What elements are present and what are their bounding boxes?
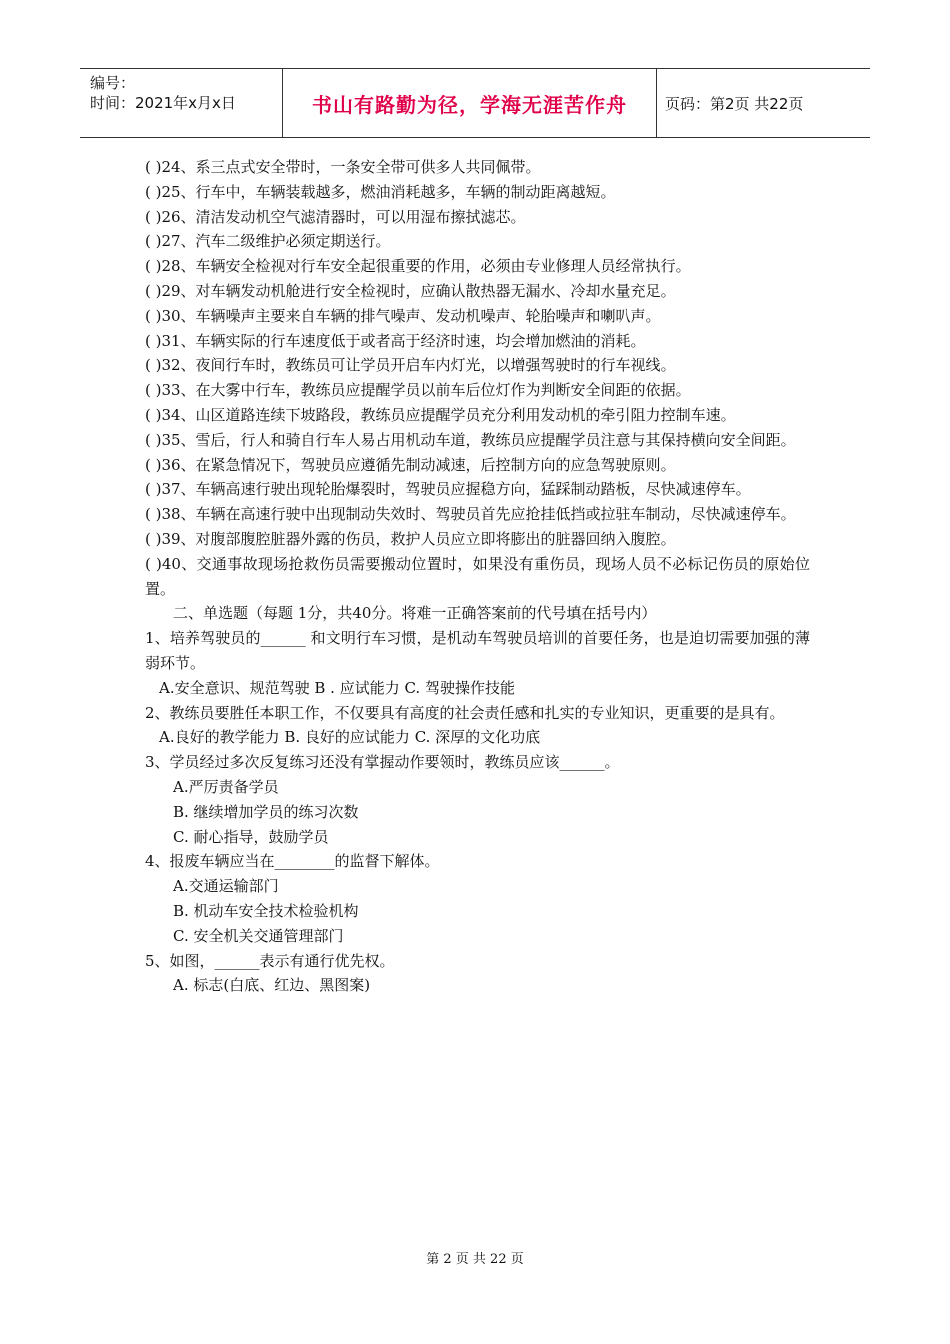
mc-question-4-option-c: C. 安全机关交通管理部门 — [173, 926, 344, 945]
question-32: ( )32、夜间行车时，教练员可让学员开启车内灯光，以增强驾驶时的行车视线。 — [145, 356, 676, 375]
question-27: ( )27、汽车二级维护必须定期送行。 — [145, 232, 391, 251]
mc-question-3-option-a: A.严厉责备学员 — [173, 777, 279, 796]
question-29: ( )29、对车辆发动机舱进行安全检视时，应确认散热器无漏水、冷却水量充足。 — [145, 281, 676, 300]
question-37: ( )37、车辆高速行驶出现轮胎爆裂时，驾驶员应握稳方向，猛踩制动踏板，尽快减速停车。 — [145, 480, 751, 499]
header-motto: 书山有路勤为径，学海无涯苦作舟 — [312, 92, 627, 117]
question-39: ( )39、对腹部腹腔脏器外露的伤员，救护人员应立即将膨出的脏器回纳入腹腔。 — [145, 529, 676, 548]
question-31: ( )31、车辆实际的行车速度低于或者高于经济时速，均会增加燃油的消耗。 — [145, 331, 646, 350]
page-header — [80, 68, 870, 138]
question-35: ( )35、雪后，行人和骑自行车人易占用机动车道，教练员应提醒学员注意与其保持横向安全间距。 — [145, 430, 796, 449]
question-33: ( )33、在大雾中行车，教练员应提醒学员以前车后位灯作为判断安全间距的依据。 — [145, 381, 691, 400]
question-28: ( )28、车辆安全检视对行车安全起很重要的作用，必须由专业修理人员经常执行。 — [145, 257, 691, 276]
mc-question-2-options: A.良好的教学能力 B. 良好的应试能力 C. 深厚的文化功底 — [159, 728, 541, 747]
section-2-title: 二、单选题（每题 1分，共40分。将难一正确答案前的代号填在括号内） — [173, 604, 657, 623]
question-36: ( )36、在紧急情况下，驾驶员应遵循先制动减速，后控制方向的应急驾驶原则。 — [145, 455, 676, 474]
question-25: ( )25、行车中，车辆装载越多，燃油消耗越多，车辆的制动距离越短。 — [145, 182, 616, 201]
mc-question-5-option-a: A. 标志(白底、红边、黑图案) — [173, 976, 371, 995]
header-meta — [80, 69, 280, 137]
mc-question-3: 3、学员经过多次反复练习还没有掌握动作要领时，教练员应该______。 — [145, 753, 620, 772]
document-body — [145, 155, 810, 998]
time-label: 时间：2021年x月x日 — [90, 94, 236, 112]
question-26: ( )26、清洁发动机空气滤清器时，可以用湿布擦拭滤芯。 — [145, 207, 526, 226]
mc-question-1: 1、培养驾驶员的______ 和文明行车习惯，是机动车驾驶员培训的首要任务，也是迫切需要加强的薄弱环节。 — [145, 629, 810, 672]
mc-question-1-options: A.安全意识、规范驾驶 B . 应试能力 C. 驾驶操作技能 — [159, 678, 515, 697]
question-38: ( )38、车辆在高速行驶中出现制动失效时、驾驶员首先应抢挂低挡或拉驻车制动，尽快减速停车。 — [145, 505, 796, 524]
mc-question-4-option-a: A.交通运输部门 — [173, 877, 279, 896]
number-label: 编号： — [90, 74, 136, 92]
mc-question-4: 4、报废车辆应当在________的监督下解体。 — [145, 852, 440, 871]
question-24: ( )24、系三点式安全带时，一条安全带可供多人共同佩带。 — [145, 158, 541, 176]
mc-question-2: 2、教练员要胜任本职工作，不仅要具有高度的社会责任感和扎实的专业知识，更重要的是具有。 — [145, 703, 785, 722]
mc-question-3-option-c: C. 耐心指导，鼓励学员 — [173, 827, 329, 846]
mc-question-4-option-b: B. 机动车安全技术检验机构 — [173, 901, 359, 920]
page-footer: 第 2 页 共 22 页 — [426, 1252, 524, 1267]
mc-question-5: 5、如图，______表示有通行优先权。 — [145, 951, 395, 970]
question-40: ( )40、交通事故现场抢救伤员需要搬动位置时，如果没有重伤员，现场人员不必标记伤员的原始位置。 — [145, 554, 810, 598]
header-motto-cell — [282, 69, 657, 137]
question-30: ( )30、车辆噪声主要来自车辆的排气噪声、发动机噪声、轮胎噪声和喇叭声。 — [145, 306, 661, 325]
question-34: ( )34、山区道路连续下坡路段，教练员应提醒学员充分利用发动机的牵引阻力控制车速。 — [145, 405, 736, 424]
page-info: 页码：第2页 共22页 — [665, 94, 804, 113]
mc-question-3-option-b: B. 继续增加学员的练习次数 — [173, 802, 359, 821]
